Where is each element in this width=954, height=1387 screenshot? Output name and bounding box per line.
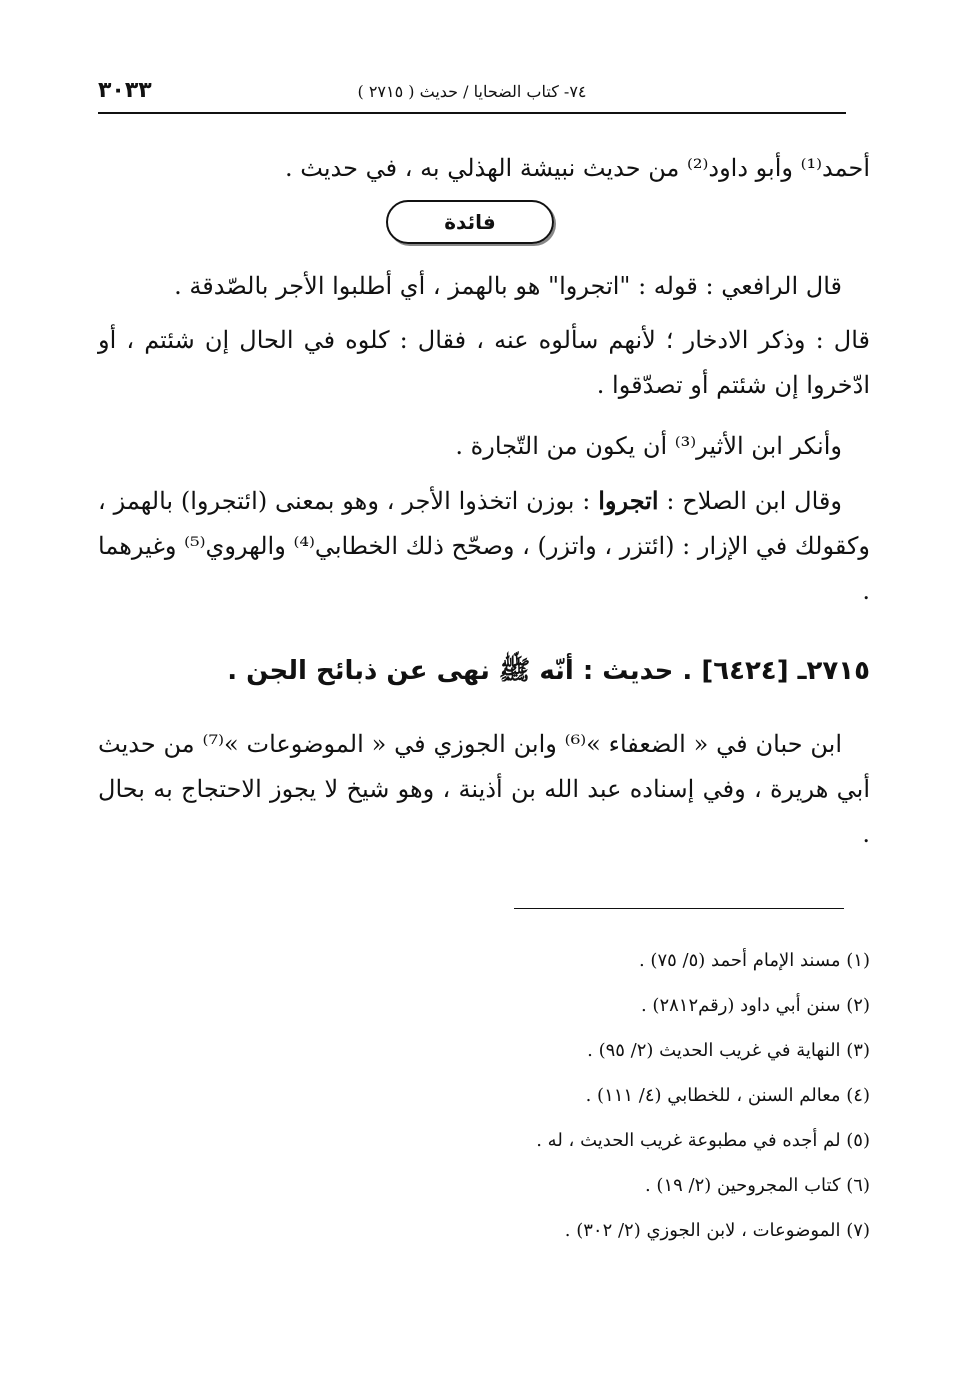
footnote-item: (٥) لم أجده في مطبوعة غريب الحديث ، له .: [536, 1130, 870, 1151]
hadith-heading: [120, 654, 870, 692]
benefit-label: فائدة: [444, 210, 496, 234]
footnote-item: (١) مسند الإمام أحمد (٥/ ٧٥) .: [638, 950, 870, 971]
paragraph-text: قال : وذكر الادخار ؛ لأنهم سألوه عنه ، فقال : كلوه في الحال إن شئتم ، أو ادّخروا إن شئتم أو تصدّقوا .: [98, 326, 870, 399]
footnote-separator: [514, 908, 844, 909]
paragraph-text: قال الرافعي : قوله : "اتجروا" هو بالهمز ، أي أطلبوا الأجر بالصّدقة .: [174, 272, 842, 300]
paragraph-ibn-salah: [98, 478, 870, 614]
hadith-commentary: [98, 722, 870, 857]
bold-term: اتجروا: [598, 486, 659, 515]
footnote-item: (٦) كتاب المجروحين (٢/ ١٩) .: [644, 1175, 870, 1196]
paragraph-ibn-athir: [98, 424, 870, 469]
paragraph-continuation: [98, 146, 870, 191]
page-number: ٣٠٣٣: [98, 78, 152, 103]
footnote-item: (٤) معالم السنن ، للخطابي (٤/ ١١١) .: [585, 1085, 870, 1106]
footnote-item: (٢) سنن أبي داود (رقم٢٨١٢) .: [640, 995, 870, 1016]
paragraph-text: وأنكر ابن الأثير⁽³⁾ أن يكون من التّجارة .: [455, 432, 842, 460]
paragraph-rafii: [98, 264, 870, 309]
header-rule: [98, 112, 846, 114]
footnote-item: (٧) الموضوعات ، لابن الجوزي (٢/ ٣٠٢) .: [564, 1220, 870, 1241]
paragraph-text: ابن حبان في « الضعفاء »⁽⁶⁾ وابن الجوزي في « الموضوعات »⁽⁷⁾ من حديث أبي هريرة ، وفي إسناده عبد الله بن أذينة ، وهو شيخ لا يجوز الاحتجاج به بحال .: [98, 730, 870, 848]
footnote-item: (٣) النهاية في غريب الحديث (٢/ ٩٥) .: [587, 1040, 870, 1061]
benefit-heading-badge: [386, 200, 554, 244]
paragraph-text: : بوزن اتخذوا الأجر ، وهو بمعنى (ائتجروا) بالهمز ، وكقولك في الإزار : (ائتزر ، واتزر) ، وصحّح ذلك الخطابي⁽⁴⁾ والهروي⁽⁵⁾ وغيرهما .: [98, 487, 870, 605]
running-head: ٧٤- كتاب الضحايا / حديث ( ٢٧١٥ ): [357, 82, 587, 101]
paragraph-text: أحمد⁽¹⁾ وأبو داود⁽²⁾ من حديث نبيشة الهذلي به ، في حديث .: [285, 154, 870, 182]
footnote-list: [450, 938, 870, 1253]
page-header: [98, 72, 846, 114]
hadith-heading-text: ٢٧١٥ـ [٦٤٢٤] . حديث : أنّه ﷺ نهى عن ذبائح الجن .: [227, 656, 870, 686]
paragraph-text: وقال ابن الصلاح :: [658, 487, 842, 515]
paragraph-idkhar: [98, 318, 870, 408]
